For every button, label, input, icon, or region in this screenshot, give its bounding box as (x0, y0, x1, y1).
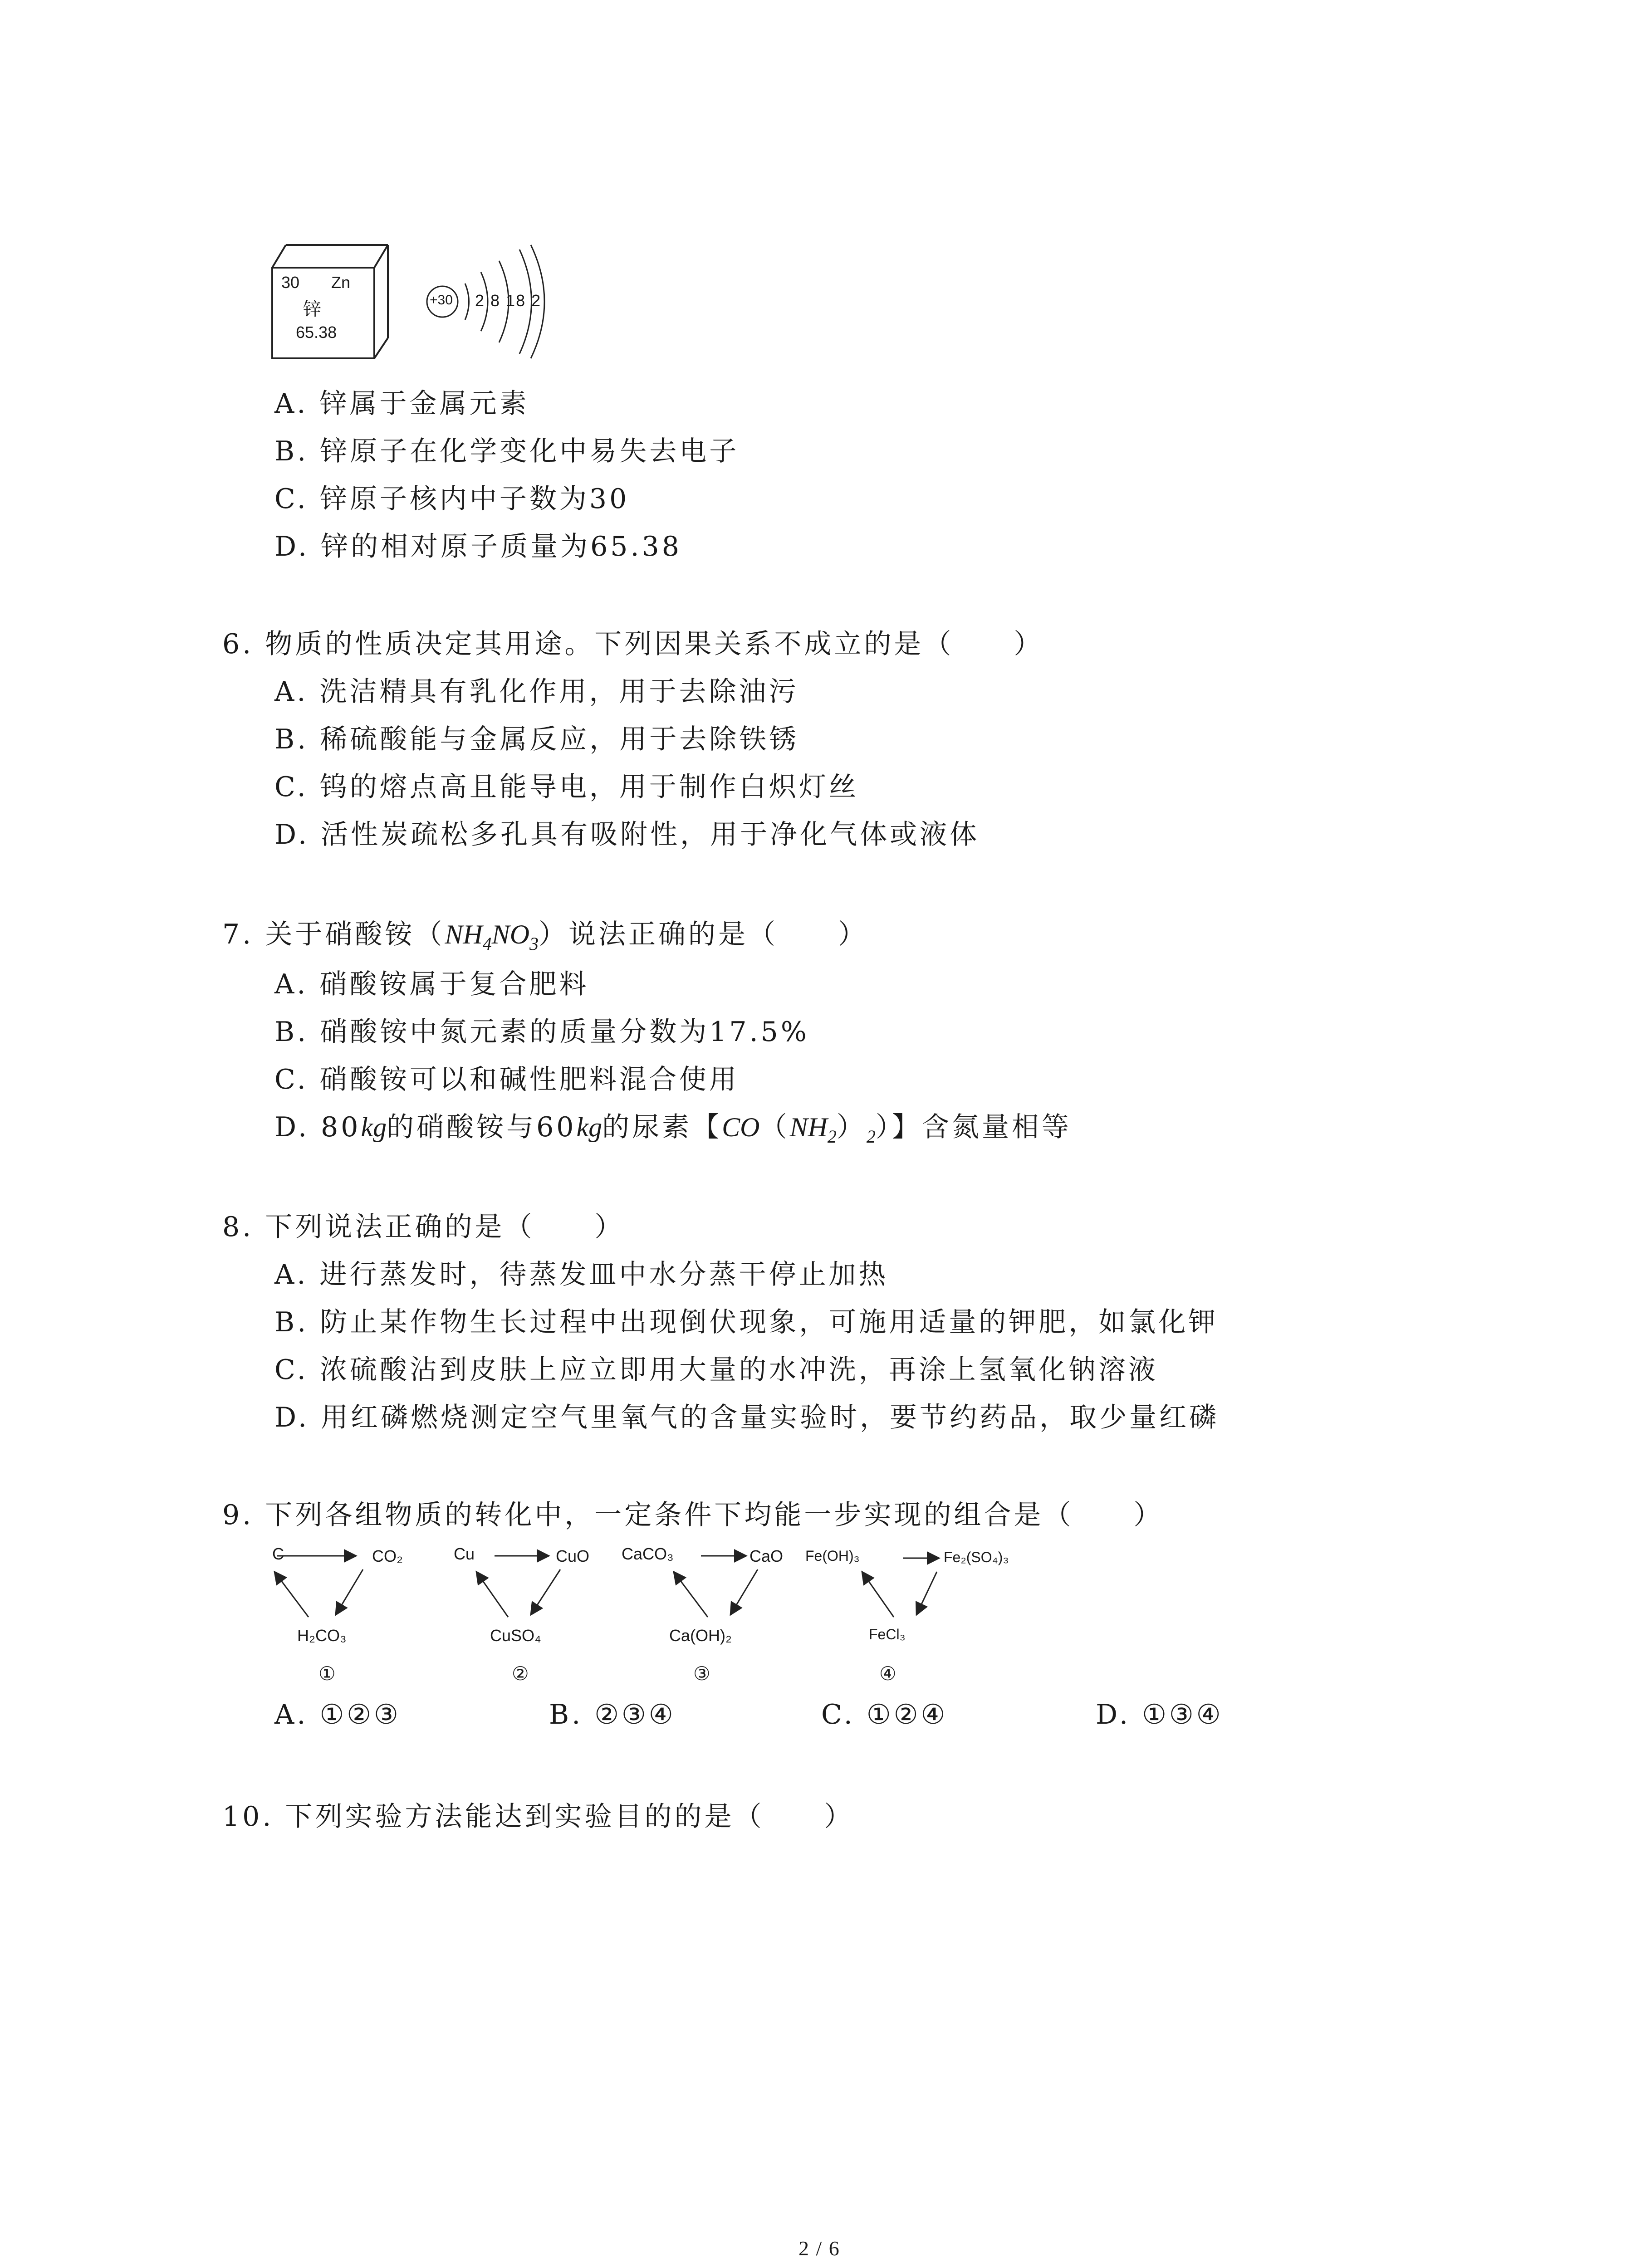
q9-option-b[interactable]: B. ②③④ (549, 1699, 676, 1730)
q7-d-mid2: 的尿素【 (602, 1111, 722, 1143)
q7-formula (445, 919, 539, 954)
q9-option-c[interactable]: C. ①②④ (821, 1699, 948, 1730)
q7-stem (222, 916, 868, 962)
q8-option-a[interactable]: A. 进行蒸发时，待蒸发皿中水分蒸干停止加热 (274, 1259, 889, 1290)
q9-g4-c: FeCl₃ (869, 1626, 906, 1642)
zinc-atomic-number: 30 (281, 273, 300, 292)
q7-d-nh: NH (789, 1112, 828, 1142)
q5-option-b[interactable]: B. 锌原子在化学变化中易失去电子 (274, 435, 740, 467)
zinc-mass: 65.38 (296, 323, 337, 342)
q9-g4-b: Fe₂(SO₄)₃ (944, 1549, 1009, 1565)
q6-option-a[interactable]: A. 洗洁精具有乳化作用，用于去除油污 (274, 676, 799, 708)
q7-d-sub-2a: 2 (827, 1126, 837, 1147)
q9-g1-label: ① (318, 1662, 336, 1685)
q7-d-prefix: D. 80 (274, 1111, 361, 1143)
zinc-nucleus-charge: +30 (430, 293, 453, 308)
q8-option-b[interactable]: B. 防止某作物生长过程中出现倒伏现象，可施用适量的钾肥，如氯化钾 (274, 1306, 1219, 1338)
page-number: 2 / 6 (798, 2237, 840, 2260)
q7-stem-prefix: 7. 关于硝酸铵（ (222, 919, 445, 950)
q9-g3-c: Ca(OH)₂ (669, 1626, 732, 1645)
q7-d-paren-open: （ (759, 1111, 790, 1143)
q7-formula-no: NO (491, 919, 530, 949)
q9-g3-b: CaO (749, 1547, 784, 1565)
q5-option-a[interactable]: A. 锌属于金属元素 (274, 388, 529, 420)
q6-option-c[interactable]: C. 钨的熔点高且能导电，用于制作白炽灯丝 (274, 771, 859, 803)
q8-stem: 8. 下列说法正确的是（ ） (222, 1211, 625, 1243)
zinc-name: 锌 (303, 299, 321, 320)
q5-option-d[interactable]: D. 锌的相对原子质量为65.38 (274, 531, 682, 562)
q6-option-b[interactable]: B. 稀硫酸能与金属反应，用于去除铁锈 (274, 723, 799, 755)
q8-option-c[interactable]: C. 浓硫酸沾到皮肤上应立即用大量的水冲洗，再涂上氢氧化钠溶液 (274, 1354, 1158, 1386)
q9-g2-b: CuO (556, 1547, 590, 1565)
q7-option-d[interactable] (274, 1109, 1072, 1155)
q9-option-a[interactable]: A. ①②③ (274, 1699, 401, 1730)
q9-option-d[interactable]: D. ①③④ (1096, 1699, 1224, 1730)
q7-d-kg1: kg (361, 1112, 387, 1142)
q7-option-c[interactable]: C. 硝酸铵可以和碱性肥料混合使用 (274, 1064, 739, 1095)
q9-g3-a: CaCO₃ (622, 1545, 674, 1563)
q9-g1-b: CO₂ (372, 1547, 403, 1565)
q6-option-d[interactable]: D. 活性炭疏松多孔具有吸附性，用于净化气体或液体 (274, 819, 980, 850)
q7-d-sub-2b: 2 (866, 1126, 876, 1147)
q9-g4-a: Fe(OH)₃ (805, 1548, 860, 1564)
q8-option-d[interactable]: D. 用红磷燃烧测定空气里氧气的含量实验时，要节约药品，取少量红磷 (274, 1402, 1220, 1433)
q6-stem: 6. 物质的性质决定其用途。下列因果关系不成立的是（ ） (222, 628, 1044, 660)
q9-stem: 9. 下列各组物质的转化中，一定条件下均能一步实现的组合是（ ） (222, 1499, 1164, 1531)
q9-g1-c: H₂CO₃ (297, 1626, 347, 1645)
q7-option-b[interactable]: B. 硝酸铵中氮元素的质量分数为17.5% (274, 1016, 809, 1048)
q9-g2-a: Cu (454, 1545, 475, 1563)
q7-d-co: CO (722, 1112, 760, 1142)
q9-g3-label: ③ (693, 1662, 710, 1685)
q10-stem: 10. 下列实验方法能达到实验目的的是（ ） (222, 1801, 854, 1833)
zinc-symbol: Zn (331, 273, 351, 292)
q7-formula-nh: NH (445, 919, 483, 949)
zinc-element-box-diagram (254, 236, 399, 367)
q7-stem-suffix: ）说法正确的是（ ） (539, 919, 868, 950)
zinc-figure (254, 236, 572, 367)
q9-g2-label: ② (512, 1662, 529, 1685)
zinc-electron-shells: 2 8 18 2 (475, 291, 542, 310)
q7-d-kg2: kg (576, 1112, 603, 1142)
q7-option-a[interactable]: A. 硝酸铵属于复合肥料 (274, 968, 589, 1000)
q7-d-suffix: ）】含氮量相等 (875, 1111, 1072, 1143)
q9-g1-a: C (272, 1545, 284, 1563)
q7-formula-3: 3 (529, 934, 539, 954)
q5-option-c[interactable]: C. 锌原子核内中子数为30 (274, 483, 630, 515)
q7-d-paren-close: ） (836, 1111, 867, 1143)
q9-g4-label: ④ (879, 1662, 896, 1685)
q7-formula-4: 4 (482, 934, 492, 954)
q9-g2-c: CuSO₄ (490, 1626, 541, 1645)
q7-d-mid: 的硝酸铵与60 (387, 1111, 577, 1143)
